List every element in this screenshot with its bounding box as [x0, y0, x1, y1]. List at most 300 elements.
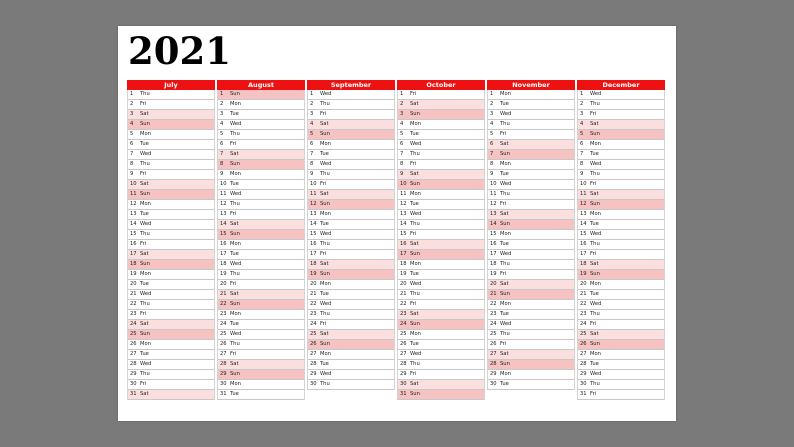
day-row: [397, 120, 485, 130]
day-row: [127, 360, 215, 370]
weekday-label: Wed: [320, 371, 332, 377]
weekday-label: Wed: [320, 231, 332, 237]
weekday-label: Thu: [590, 241, 600, 247]
weekday-label: Mon: [320, 351, 331, 357]
day-number: 18: [220, 261, 227, 267]
day-row: [577, 280, 665, 290]
weekday-label: Mon: [590, 351, 601, 357]
day-number: 21: [490, 291, 497, 297]
day-row: [397, 280, 485, 290]
day-row: [397, 330, 485, 340]
day-row: [397, 390, 485, 400]
day-number: 8: [580, 161, 584, 167]
weekday-label: Wed: [590, 371, 602, 377]
day-row: [127, 340, 215, 350]
day-number: 13: [400, 211, 407, 217]
weekday-label: Wed: [320, 91, 332, 97]
weekday-label: Mon: [410, 261, 421, 267]
weekday-label: Tue: [140, 141, 149, 147]
day-number: 31: [130, 391, 137, 397]
day-number: 12: [580, 201, 587, 207]
day-row: [217, 160, 305, 170]
day-number: 13: [580, 211, 587, 217]
day-number: 21: [580, 291, 587, 297]
day-number: 1: [310, 91, 314, 97]
weekday-label: Wed: [140, 291, 152, 297]
day-number: 7: [400, 151, 404, 157]
day-number: 26: [310, 341, 317, 347]
day-row: [487, 120, 575, 130]
day-number: 29: [220, 371, 227, 377]
day-number: 7: [490, 151, 494, 157]
day-row: [127, 260, 215, 270]
day-number: 6: [400, 141, 404, 147]
day-row: [577, 300, 665, 310]
weekday-label: Tue: [230, 111, 239, 117]
day-row: [307, 110, 395, 120]
day-number: 17: [310, 251, 317, 257]
day-row: [397, 360, 485, 370]
weekday-label: Thu: [230, 341, 240, 347]
weekday-label: Thu: [410, 291, 420, 297]
day-row: [217, 270, 305, 280]
day-row: [487, 370, 575, 380]
day-row: [127, 120, 215, 130]
day-number: 21: [130, 291, 137, 297]
day-number: 28: [130, 361, 137, 367]
day-number: 24: [490, 321, 497, 327]
day-row: [127, 160, 215, 170]
day-row: [307, 290, 395, 300]
day-number: 7: [310, 151, 314, 157]
day-row: [397, 230, 485, 240]
day-number: 26: [130, 341, 137, 347]
day-number: 24: [130, 321, 137, 327]
day-row: [217, 390, 305, 400]
weekday-label: Sun: [590, 201, 600, 207]
day-row: [487, 110, 575, 120]
weekday-label: Sat: [320, 261, 329, 267]
day-row: [397, 190, 485, 200]
day-row: [487, 130, 575, 140]
day-row: [397, 340, 485, 350]
day-row: [307, 360, 395, 370]
day-row: [487, 310, 575, 320]
day-row: [307, 310, 395, 320]
day-row: [217, 220, 305, 230]
day-row: [577, 130, 665, 140]
day-number: 4: [310, 121, 314, 127]
month-october: [397, 80, 485, 400]
day-number: 14: [220, 221, 227, 227]
day-number: 15: [130, 231, 137, 237]
day-number: 11: [310, 191, 317, 197]
day-number: 1: [220, 91, 224, 97]
day-number: 31: [220, 391, 227, 397]
day-number: 22: [220, 301, 227, 307]
weekday-label: Fri: [230, 141, 237, 147]
weekday-label: Tue: [230, 391, 239, 397]
day-row: [487, 360, 575, 370]
day-row: [397, 350, 485, 360]
day-number: 1: [400, 91, 404, 97]
day-row: [577, 320, 665, 330]
day-number: 18: [310, 261, 317, 267]
weekday-label: Wed: [230, 121, 242, 127]
weekday-label: Mon: [140, 271, 151, 277]
day-number: 10: [130, 181, 137, 187]
weekday-label: Wed: [140, 221, 152, 227]
day-number: 9: [130, 171, 134, 177]
weekday-label: Sun: [590, 341, 600, 347]
day-number: 30: [580, 381, 587, 387]
day-number: 9: [580, 171, 584, 177]
month-header: August: [217, 80, 305, 90]
weekday-label: Sun: [500, 151, 510, 157]
day-row: [577, 380, 665, 390]
day-number: 5: [400, 131, 404, 137]
day-row: [397, 100, 485, 110]
day-row: [217, 180, 305, 190]
weekday-label: Sun: [140, 191, 150, 197]
day-number: 18: [580, 261, 587, 267]
weekday-label: Sat: [500, 281, 509, 287]
day-number: 8: [130, 161, 134, 167]
month-november: [487, 80, 575, 390]
weekday-label: Sat: [320, 331, 329, 337]
day-row: [487, 240, 575, 250]
weekday-label: Mon: [410, 191, 421, 197]
day-row: [577, 120, 665, 130]
day-row: [577, 200, 665, 210]
day-row: [127, 350, 215, 360]
day-row: [397, 250, 485, 260]
day-row: [577, 100, 665, 110]
weekday-label: Fri: [320, 321, 327, 327]
day-number: 8: [400, 161, 404, 167]
day-number: 19: [220, 271, 227, 277]
day-row: [487, 160, 575, 170]
day-row: [397, 220, 485, 230]
weekday-label: Fri: [140, 311, 147, 317]
day-number: 17: [490, 251, 497, 257]
day-number: 16: [130, 241, 137, 247]
weekday-label: Fri: [590, 391, 597, 397]
weekday-label: Sun: [140, 331, 150, 337]
day-number: 25: [310, 331, 317, 337]
day-number: 17: [580, 251, 587, 257]
day-row: [397, 290, 485, 300]
weekday-label: Mon: [410, 121, 421, 127]
day-row: [217, 250, 305, 260]
day-number: 23: [310, 311, 317, 317]
day-row: [217, 320, 305, 330]
day-number: 22: [490, 301, 497, 307]
weekday-label: Sun: [410, 391, 420, 397]
weekday-label: Thu: [140, 231, 150, 237]
day-row: [397, 310, 485, 320]
weekday-label: Thu: [410, 221, 420, 227]
day-row: [217, 370, 305, 380]
weekday-label: Fri: [500, 131, 507, 137]
day-row: [397, 160, 485, 170]
day-row: [307, 90, 395, 100]
day-row: [487, 340, 575, 350]
weekday-label: Thu: [140, 371, 150, 377]
day-row: [577, 290, 665, 300]
weekday-label: Fri: [320, 111, 327, 117]
day-number: 8: [310, 161, 314, 167]
day-row: [127, 290, 215, 300]
day-number: 28: [220, 361, 227, 367]
day-row: [397, 130, 485, 140]
day-number: 18: [490, 261, 497, 267]
day-number: 13: [220, 211, 227, 217]
weekday-label: Thu: [410, 361, 420, 367]
day-number: 28: [400, 361, 407, 367]
weekday-label: Sun: [140, 121, 150, 127]
day-number: 26: [400, 341, 407, 347]
weekday-label: Sun: [230, 301, 240, 307]
weekday-label: Tue: [140, 281, 149, 287]
day-row: [577, 190, 665, 200]
day-row: [217, 290, 305, 300]
day-row: [577, 270, 665, 280]
day-row: [397, 180, 485, 190]
day-row: [397, 170, 485, 180]
calendar-page: [118, 26, 676, 421]
weekday-label: Thu: [320, 381, 330, 387]
weekday-label: Sat: [500, 211, 509, 217]
day-row: [127, 240, 215, 250]
day-number: 5: [130, 131, 134, 137]
day-row: [127, 100, 215, 110]
day-row: [397, 320, 485, 330]
weekday-label: Fri: [500, 201, 507, 207]
weekday-label: Sun: [410, 321, 420, 327]
day-number: 4: [130, 121, 134, 127]
weekday-label: Sat: [410, 311, 419, 317]
day-row: [577, 210, 665, 220]
day-row: [217, 240, 305, 250]
day-row: [487, 100, 575, 110]
day-number: 27: [490, 351, 497, 357]
weekday-label: Wed: [320, 301, 332, 307]
day-row: [127, 130, 215, 140]
day-row: [217, 190, 305, 200]
day-number: 20: [580, 281, 587, 287]
day-row: [217, 150, 305, 160]
day-row: [487, 280, 575, 290]
day-row: [127, 380, 215, 390]
day-row: [397, 300, 485, 310]
day-row: [307, 210, 395, 220]
day-number: 22: [130, 301, 137, 307]
day-number: 28: [490, 361, 497, 367]
weekday-label: Thu: [500, 331, 510, 337]
day-number: 5: [580, 131, 584, 137]
weekday-label: Mon: [230, 311, 241, 317]
day-row: [577, 110, 665, 120]
weekday-label: Sun: [140, 261, 150, 267]
weekday-label: Sat: [410, 101, 419, 107]
day-row: [577, 390, 665, 400]
day-number: 19: [490, 271, 497, 277]
weekday-label: Thu: [590, 311, 600, 317]
month-september: [307, 80, 395, 390]
weekday-label: Sat: [230, 151, 239, 157]
day-row: [397, 110, 485, 120]
weekday-label: Sat: [590, 121, 599, 127]
day-number: 2: [220, 101, 224, 107]
day-number: 16: [580, 241, 587, 247]
day-row: [307, 200, 395, 210]
day-number: 27: [220, 351, 227, 357]
day-row: [127, 300, 215, 310]
day-number: 11: [220, 191, 227, 197]
day-number: 20: [310, 281, 317, 287]
day-row: [127, 270, 215, 280]
day-row: [397, 270, 485, 280]
weekday-label: Wed: [140, 151, 152, 157]
day-row: [487, 140, 575, 150]
weekday-label: Fri: [410, 301, 417, 307]
weekday-label: Sat: [230, 361, 239, 367]
weekday-label: Sun: [230, 91, 240, 97]
day-number: 27: [130, 351, 137, 357]
weekday-label: Wed: [500, 181, 512, 187]
day-number: 9: [490, 171, 494, 177]
weekday-label: Sat: [230, 291, 239, 297]
weekday-label: Sat: [410, 171, 419, 177]
weekday-label: Sun: [500, 221, 510, 227]
day-row: [307, 180, 395, 190]
weekday-label: Sat: [500, 351, 509, 357]
day-row: [397, 140, 485, 150]
weekday-label: Fri: [320, 251, 327, 257]
day-row: [577, 340, 665, 350]
weekday-label: Fri: [410, 161, 417, 167]
weekday-label: Sun: [230, 231, 240, 237]
weekday-label: Wed: [140, 361, 152, 367]
day-number: 5: [220, 131, 224, 137]
day-row: [307, 100, 395, 110]
day-number: 26: [580, 341, 587, 347]
day-number: 13: [130, 211, 137, 217]
day-number: 2: [310, 101, 314, 107]
weekday-label: Fri: [590, 321, 597, 327]
day-number: 30: [310, 381, 317, 387]
day-row: [577, 250, 665, 260]
weekday-label: Fri: [140, 171, 147, 177]
day-row: [307, 270, 395, 280]
day-number: 15: [400, 231, 407, 237]
day-row: [217, 200, 305, 210]
day-number: 10: [400, 181, 407, 187]
day-number: 18: [400, 261, 407, 267]
day-row: [487, 250, 575, 260]
weekday-label: Sun: [410, 111, 420, 117]
day-row: [487, 190, 575, 200]
weekday-label: Tue: [230, 251, 239, 257]
month-july: [127, 80, 215, 400]
weekday-label: Mon: [500, 371, 511, 377]
day-number: 25: [130, 331, 137, 337]
day-number: 6: [580, 141, 584, 147]
day-row: [307, 280, 395, 290]
day-number: 21: [310, 291, 317, 297]
day-number: 8: [490, 161, 494, 167]
day-number: 14: [490, 221, 497, 227]
day-number: 17: [130, 251, 137, 257]
day-number: 25: [400, 331, 407, 337]
day-row: [487, 290, 575, 300]
day-row: [307, 250, 395, 260]
weekday-label: Tue: [230, 321, 239, 327]
weekday-label: Sun: [500, 361, 510, 367]
weekday-label: Thu: [230, 271, 240, 277]
day-row: [127, 180, 215, 190]
day-number: 22: [400, 301, 407, 307]
day-number: 30: [490, 381, 497, 387]
weekday-label: Fri: [140, 241, 147, 247]
month-header: December: [577, 80, 665, 90]
day-row: [127, 110, 215, 120]
day-row: [577, 370, 665, 380]
day-row: [577, 180, 665, 190]
day-row: [307, 220, 395, 230]
day-number: 16: [490, 241, 497, 247]
day-row: [577, 240, 665, 250]
year-title: 2021: [128, 29, 231, 73]
day-number: 23: [580, 311, 587, 317]
day-number: 25: [490, 331, 497, 337]
weekday-label: Thu: [500, 121, 510, 127]
day-row: [397, 380, 485, 390]
weekday-label: Tue: [410, 271, 419, 277]
day-row: [127, 390, 215, 400]
day-row: [577, 230, 665, 240]
weekday-label: Wed: [590, 91, 602, 97]
day-row: [577, 330, 665, 340]
day-row: [127, 320, 215, 330]
day-row: [577, 170, 665, 180]
weekday-label: Fri: [230, 211, 237, 217]
weekday-label: Mon: [320, 281, 331, 287]
weekday-label: Sun: [590, 271, 600, 277]
weekday-label: Mon: [140, 201, 151, 207]
day-number: 14: [400, 221, 407, 227]
day-row: [577, 260, 665, 270]
weekday-label: Sat: [140, 111, 149, 117]
weekday-label: Wed: [500, 251, 512, 257]
day-number: 3: [310, 111, 314, 117]
day-row: [487, 180, 575, 190]
day-number: 16: [220, 241, 227, 247]
day-number: 1: [490, 91, 494, 97]
day-number: 6: [130, 141, 134, 147]
day-row: [307, 130, 395, 140]
day-number: 29: [130, 371, 137, 377]
weekday-label: Tue: [500, 101, 509, 107]
weekday-label: Thu: [320, 241, 330, 247]
day-number: 3: [400, 111, 404, 117]
weekday-label: Sun: [230, 371, 240, 377]
month-header: November: [487, 80, 575, 90]
weekday-label: Mon: [140, 341, 151, 347]
day-number: 31: [580, 391, 587, 397]
day-number: 14: [130, 221, 137, 227]
